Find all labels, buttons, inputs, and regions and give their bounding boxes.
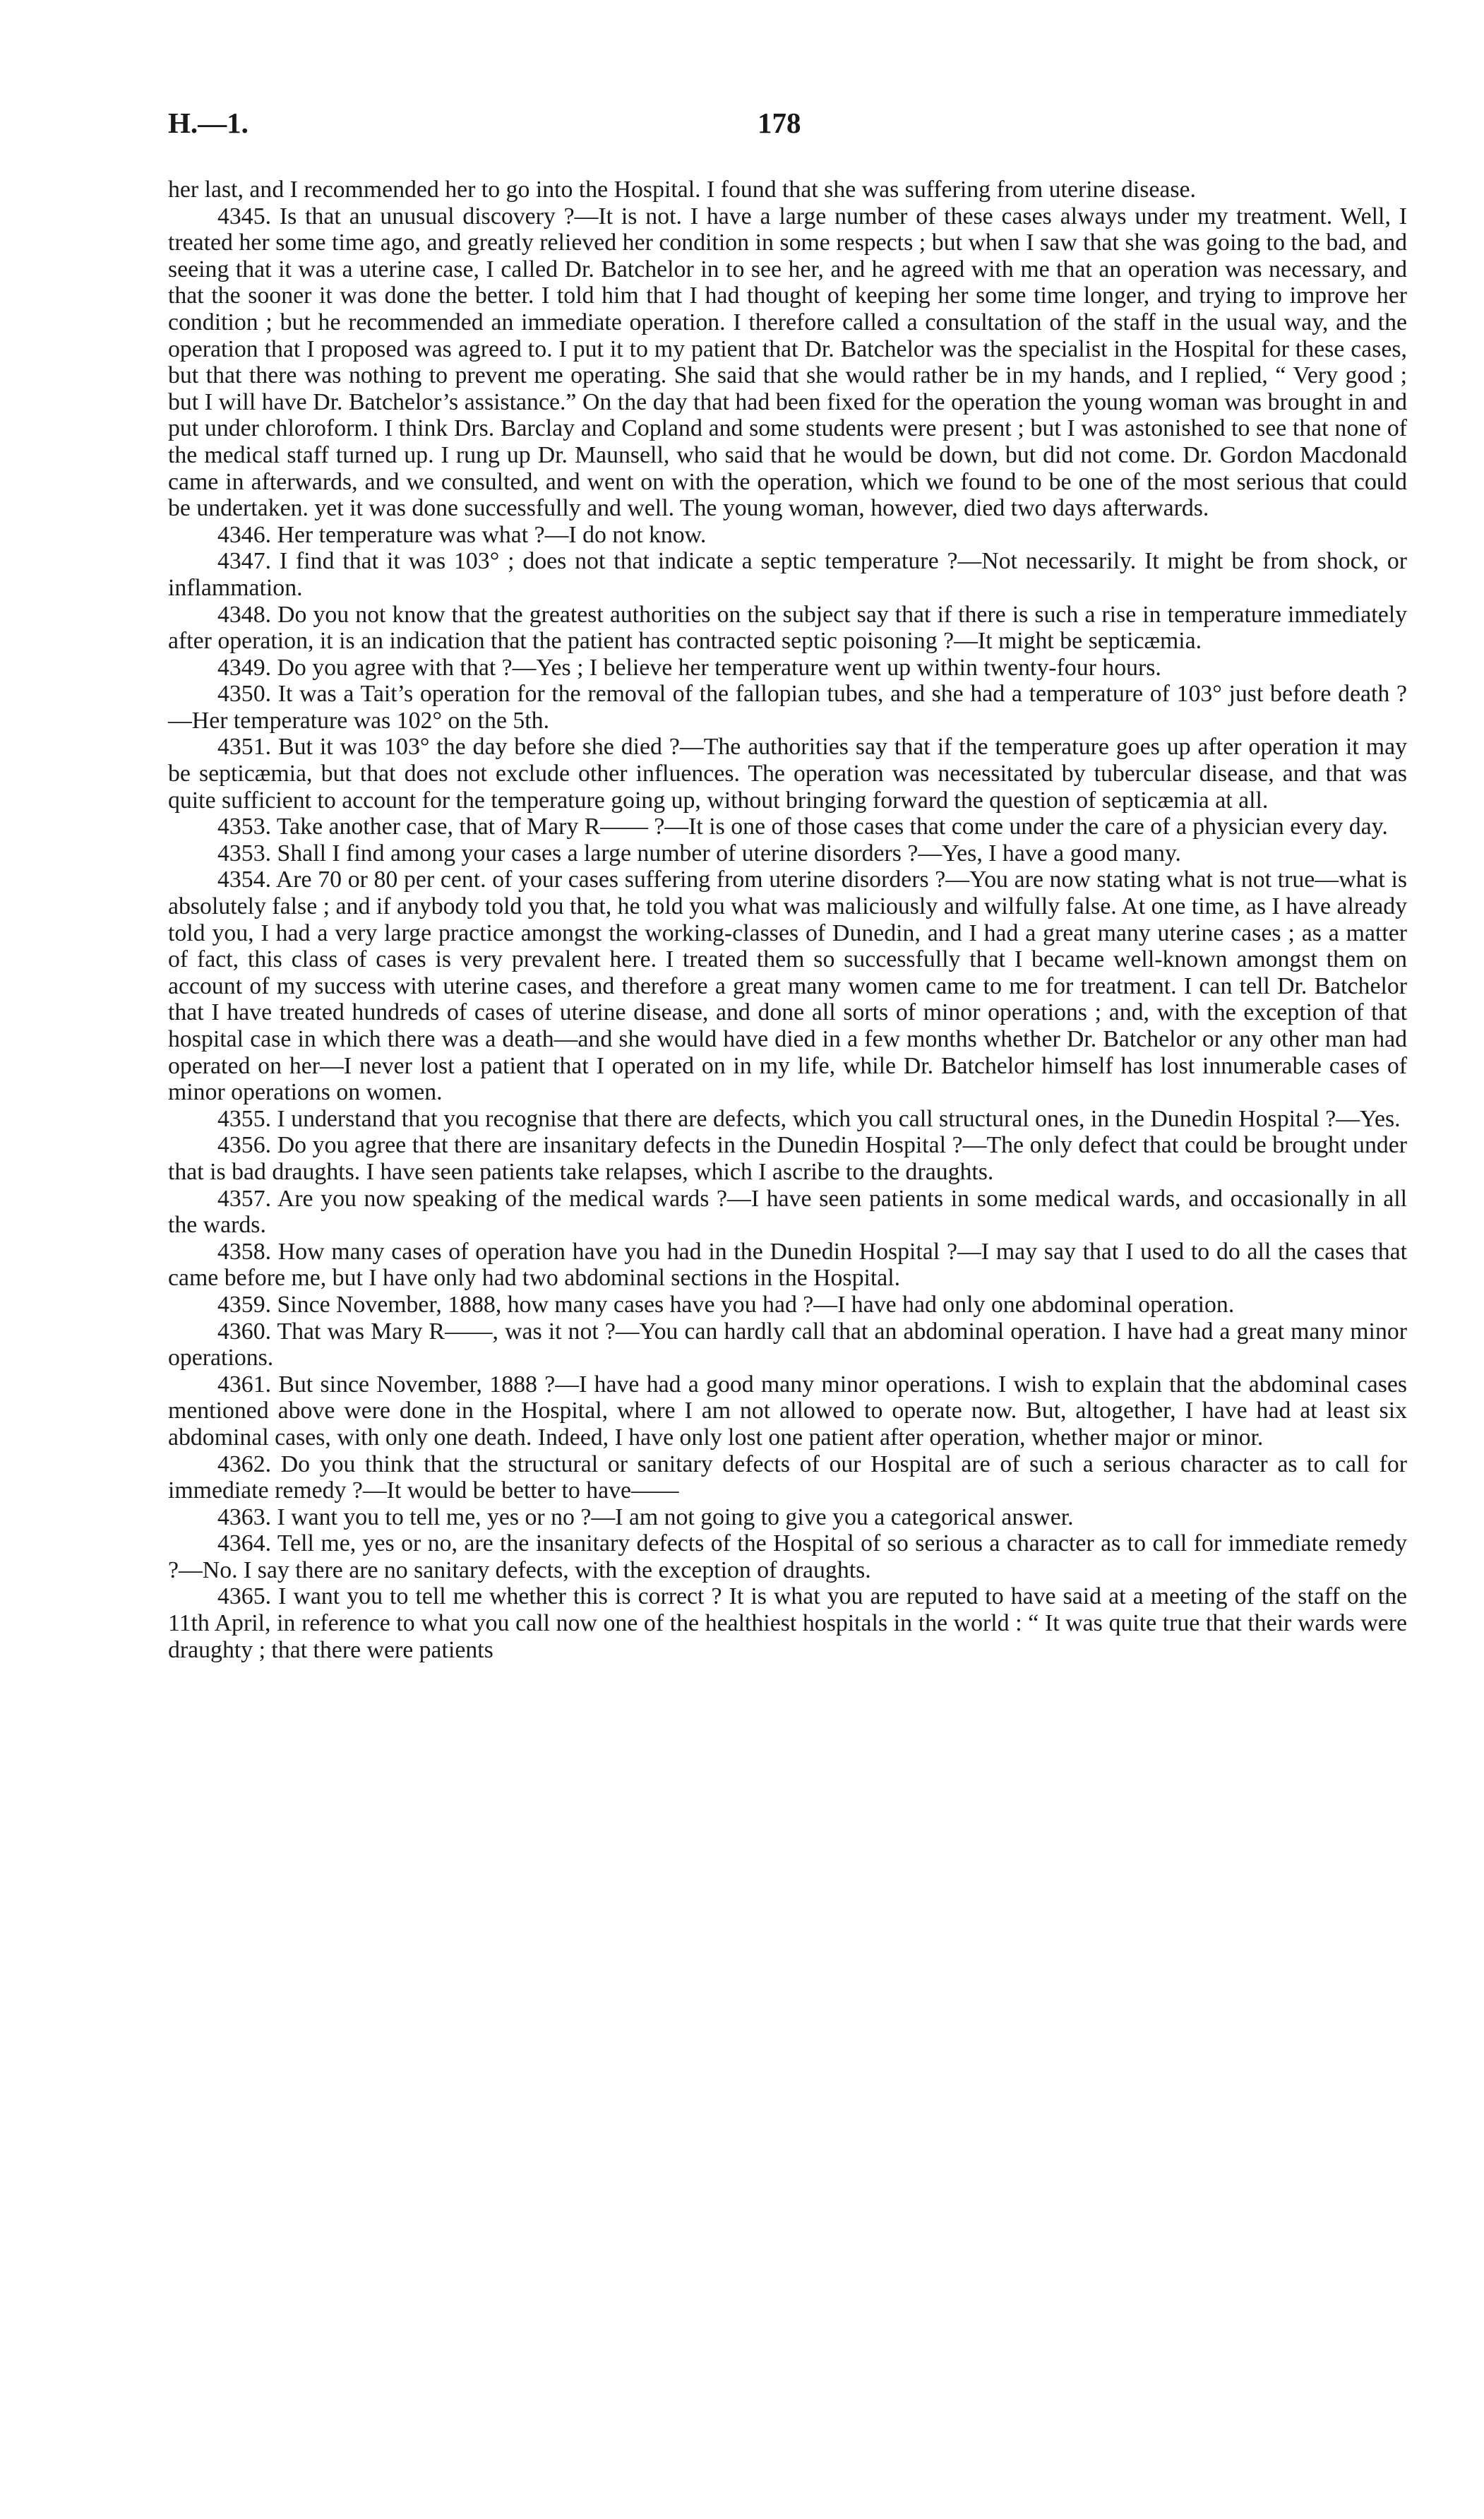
paragraph-4358: 4358. How many cases of operation have you had in the Dunedin Hospital ?—I may say that I used to do all the cases that came before me, but I have only had two abdominal sections in the Hospital. [168,1238,1407,1292]
paragraph-4350: 4350. It was a Tait’s operation for the removal of the fallopian tubes, and she had a temperature of 103° just before death ?—Her temperature was 102° on the 5th. [168,681,1407,734]
paragraph-4349: 4349. Do you agree with that ?—Yes ; I believe her temperature went up within twenty-four hours. [217,654,1161,681]
paragraph-4360: 4360. That was Mary R——, was it not ?—You can hardly call that an abdominal operation. I have had a great many minor operations. [168,1318,1407,1371]
page-number: 178 [758,107,801,139]
paragraph-4348: 4348. Do you not know that the greatest authorities on the subject say that if there is such a rise in temperature immediately after operation, it is an indication that the patient has contracted septic poisoning ?—It might be septicæmia. [168,601,1407,655]
paragraph-4346: 4346. Her temperature was what ?—I do not know. [217,521,707,548]
page-body [168,177,1407,1663]
paragraph-4353a: 4353. Take another case, that of Mary R—— ?—It is one of those cases that come under the care of a physician every day. [217,814,1388,840]
paragraph-4357: 4357. Are you now speaking of the medical wards ?—I have seen patients in some medical wards, and occasionally in all the wards. [168,1185,1407,1239]
paragraph-4363: 4363. I want you to tell me, yes or no ?—I am not going to give you a categorical answer. [217,1503,1074,1530]
document-reference: H.—1. [168,107,249,139]
paragraph-4362: 4362. Do you think that the structural or sanitary defects of our Hospital are of such a serious character as to call for immediate remedy ?—It would be better to have—— [168,1451,1407,1504]
paragraph-4353b: 4353. Shall I find among your cases a large number of uterine disorders ?—Yes, I have a good many. [217,840,1182,867]
page-header [168,106,1407,148]
paragraph-4365: 4365. I want you to tell me whether this is correct ? It is what you are reputed to have said at a meeting of the staff on the 11th April, in reference to what you call now one of the healthiest hospitals in the world : “ It was quite true that their wards were draughty ; that there were patients [168,1583,1407,1663]
paragraph-4354: 4354. Are 70 or 80 per cent. of your cases suffering from uterine disorders ?—You are now stating what is not true—what is absolutely false ; and if anybody told you that, he told you what was maliciously and wilfully false. At one time, as I have already told you, I had a very large practice amongst the working-classes of Dunedin, and I had a great many uterine cases ; as a matter of fact, this class of cases is very prevalent here. I treated them so successfully that I became well-known amongst them on account of my success with uterine cases, and therefore a great many women came to me for treatment. I can tell Dr. Batchelor that I have treated hundreds of cases of uterine disease, and done all sorts of minor operations ; and, with the exception of that hospital case in which there was a death—and she would have died in a few months whether Dr. Batchelor or any other man had operated on her—I never lost a patient that I operated on in my life, while Dr. Batchelor himself has lost innumerable cases of minor operations on women. [168,867,1407,1106]
paragraph-4345: 4345. Is that an unusual discovery ?—It is not. I have a large number of these cases always under my treatment. Well, I treated her some time ago, and greatly relieved her condition in some respects ; but when I saw that she was going to the bad, and seeing that it was a uterine case, I called Dr. Batchelor in to see her, and he agreed with me that an operation was necessary, and that the sooner it was done the better. I told him that I had thought of keeping her some time longer, and trying to improve her condition ; but he recommended an immediate operation. I therefore called a consultation of the staff in the usual way, and the operation that I proposed was agreed to. I put it to my patient that Dr. Batchelor was the specialist in the Hospital for these cases, but that there was nothing to prevent me operating. She said that she would rather be in my hands, and I replied, “ Very good ; but I will have Dr. Batchelor’s assistance.” On the day that had been fixed for the operation the young woman was brought in and put under chloroform. I think Drs. Barclay and Copland and some students were present ; but I was astonished to see that none of the medical staff turned up. I rung up Dr. Maunsell, who said that he would be down, but did not come. Dr. Gordon Macdonald came in afterwards, and we consulted, and went on with the operation, which we found to be one of the most serious that could be undertaken. yet it was done successfully and well. The young woman, however, died two days afterwards. [168,203,1407,522]
paragraph-4355: 4355. I understand that you recognise that there are defects, which you call structural ones, in the Dunedin Hospital ?—Yes. [217,1105,1401,1132]
paragraph-4347: 4347. I find that it was 103° ; does not that indicate a septic temperature ?—Not necessarily. It might be from shock, or inflammation. [168,548,1407,601]
paragraph-4351: 4351. But it was 103° the day before she died ?—The authorities say that if the temperature goes up after operation it may be septicæmia, but that does not exclude other influences. The operation was necessitated by tubercular disease, and that was quite sufficient to account for the temperature going up, without bringing forward the question of septicæmia at all. [168,734,1407,814]
paragraph-4364: 4364. Tell me, yes or no, are the insanitary defects of the Hospital of so serious a character as to call for immediate remedy ?—No. I say there are no sanitary defects, with the exception of draughts. [168,1530,1407,1583]
paragraph-4359: 4359. Since November, 1888, how many cases have you had ?—I have had only one abdominal operation. [217,1291,1235,1318]
paragraph-4361: 4361. But since November, 1888 ?—I have had a good many minor operations. I wish to explain that the abdominal cases mentioned above were done in the Hospital, where I am not allowed to operate now. But, altogether, I have had at least six abdominal cases, with only one death. Indeed, I have only lost one patient after operation, whether major or minor. [168,1371,1407,1451]
paragraph-continuation: her last, and I recommended her to go into the Hospital. I found that she was suffering from uterine disease. [168,177,1196,203]
paragraph-4356: 4356. Do you agree that there are insanitary defects in the Dunedin Hospital ?—The only defect that could be brought under that is bad draughts. I have seen patients take relapses, which I ascribe to the draughts. [168,1132,1407,1185]
